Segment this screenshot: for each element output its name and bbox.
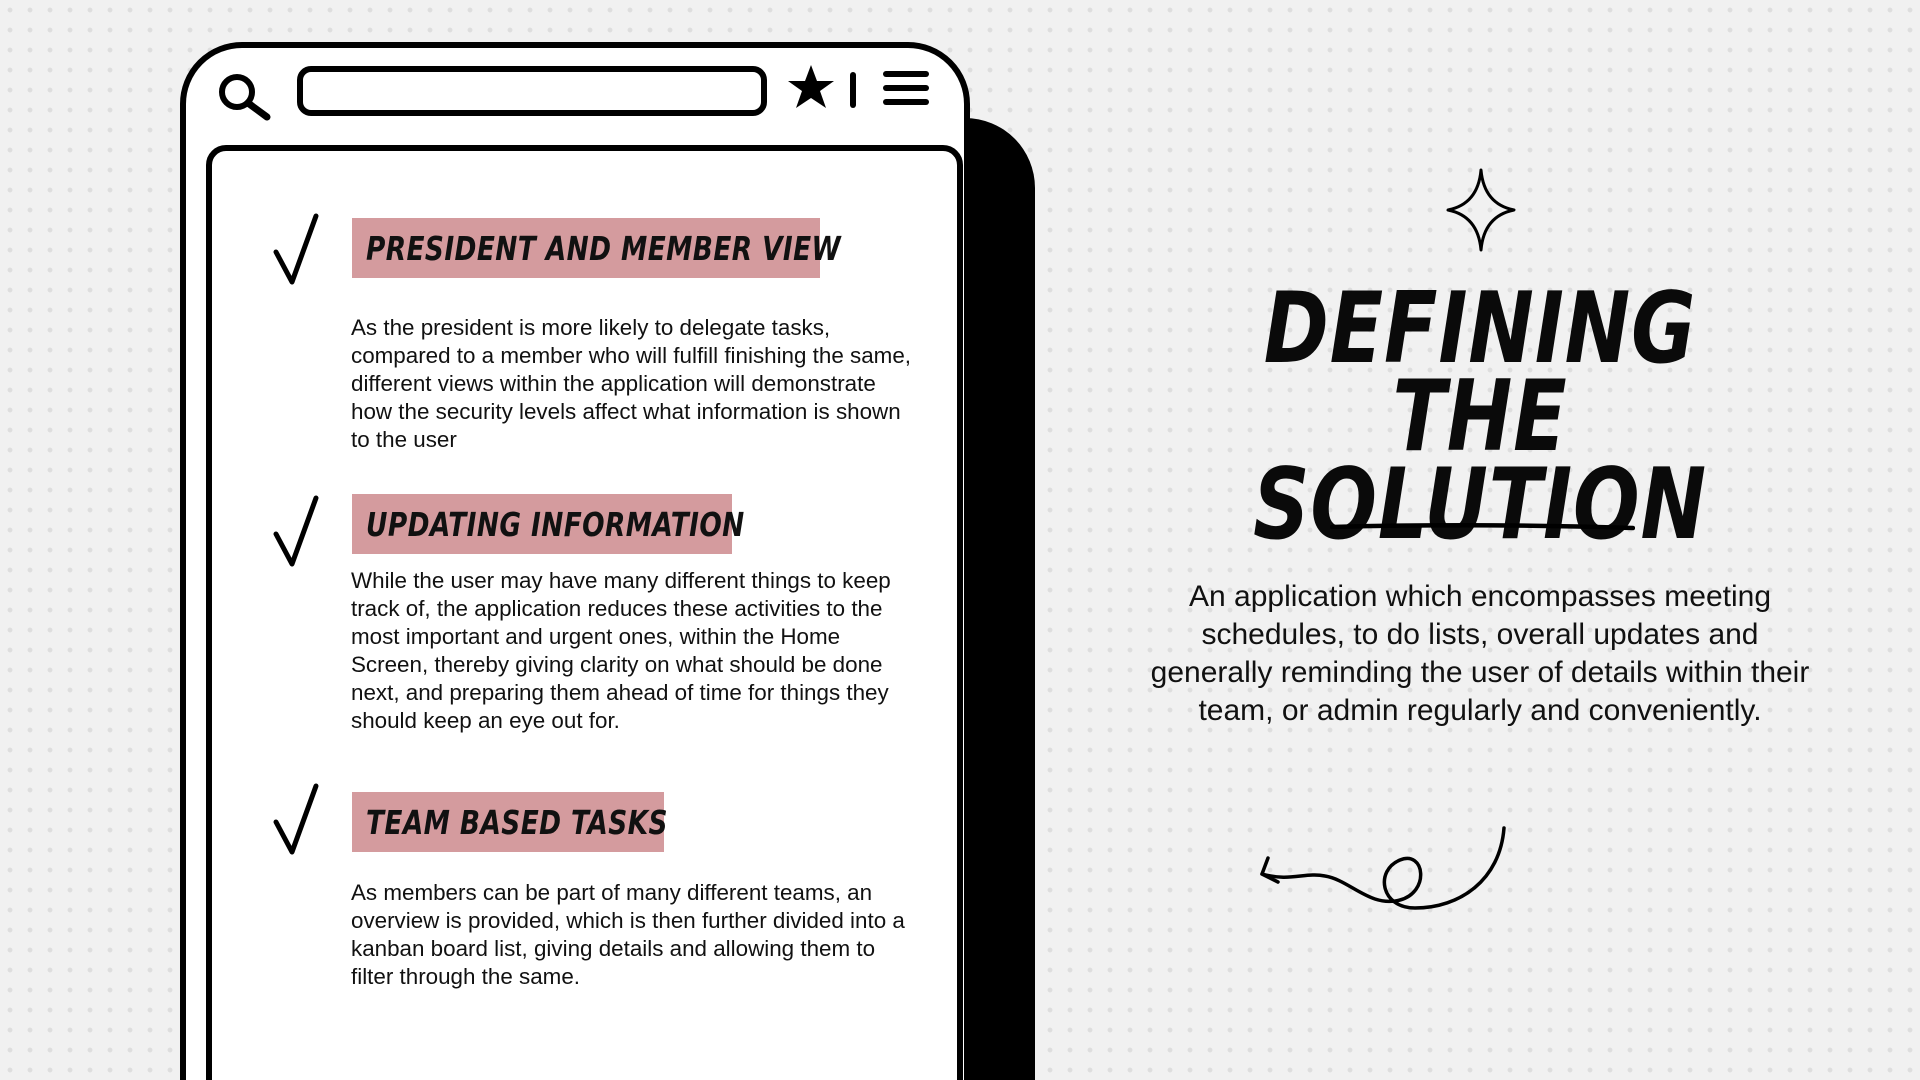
toolbar-divider (850, 72, 856, 108)
search-icon[interactable] (215, 70, 275, 122)
curly-arrow-icon (1250, 820, 1510, 920)
item-heading-tag (352, 792, 668, 852)
check-icon (272, 494, 322, 570)
page-title-line-2: SOLUTION (1253, 448, 1707, 562)
page-title-line-1: DEFINING THE (1263, 272, 1697, 474)
item-heading: TEAM BASED TASKS (366, 802, 668, 842)
star-icon[interactable] (786, 62, 836, 112)
sparkle-icon (1446, 168, 1516, 252)
title-underline (1330, 520, 1635, 534)
item-heading-tag (352, 218, 842, 278)
check-icon (272, 782, 322, 858)
menu-icon[interactable] (882, 68, 930, 110)
item-body: As the president is more likely to delegate tasks, compared to a member who will fulfill finishing the same, different views within the application will demonstrate how the security levels affect what information is shown to the user (351, 315, 912, 452)
check-icon (272, 212, 322, 288)
item-body: As members can be part of many different teams, an overview is provided, which is then further divided into a kanban board list, giving details and allowing them to filter through the same. (351, 880, 905, 989)
item-heading: UPDATING INFORMATION (366, 504, 745, 544)
solution-description: An application which encompasses meeting schedules, to do lists, overall updates and generally reminding the user of details within their team, or admin regularly and conveniently. (1150, 580, 1810, 727)
address-bar[interactable] (297, 66, 767, 116)
item-heading: PRESIDENT AND MEMBER VIEW (366, 228, 842, 268)
item-heading-tag (352, 494, 745, 554)
item-body: While the user may have many different things to keep track of, the application reduces these activities to the most important and urgent ones, within the Home Screen, thereby giving clarity on what should be done next, and preparing them ahead of time for things they should keep an eye out for. (351, 568, 891, 733)
page-title (1200, 272, 1760, 562)
